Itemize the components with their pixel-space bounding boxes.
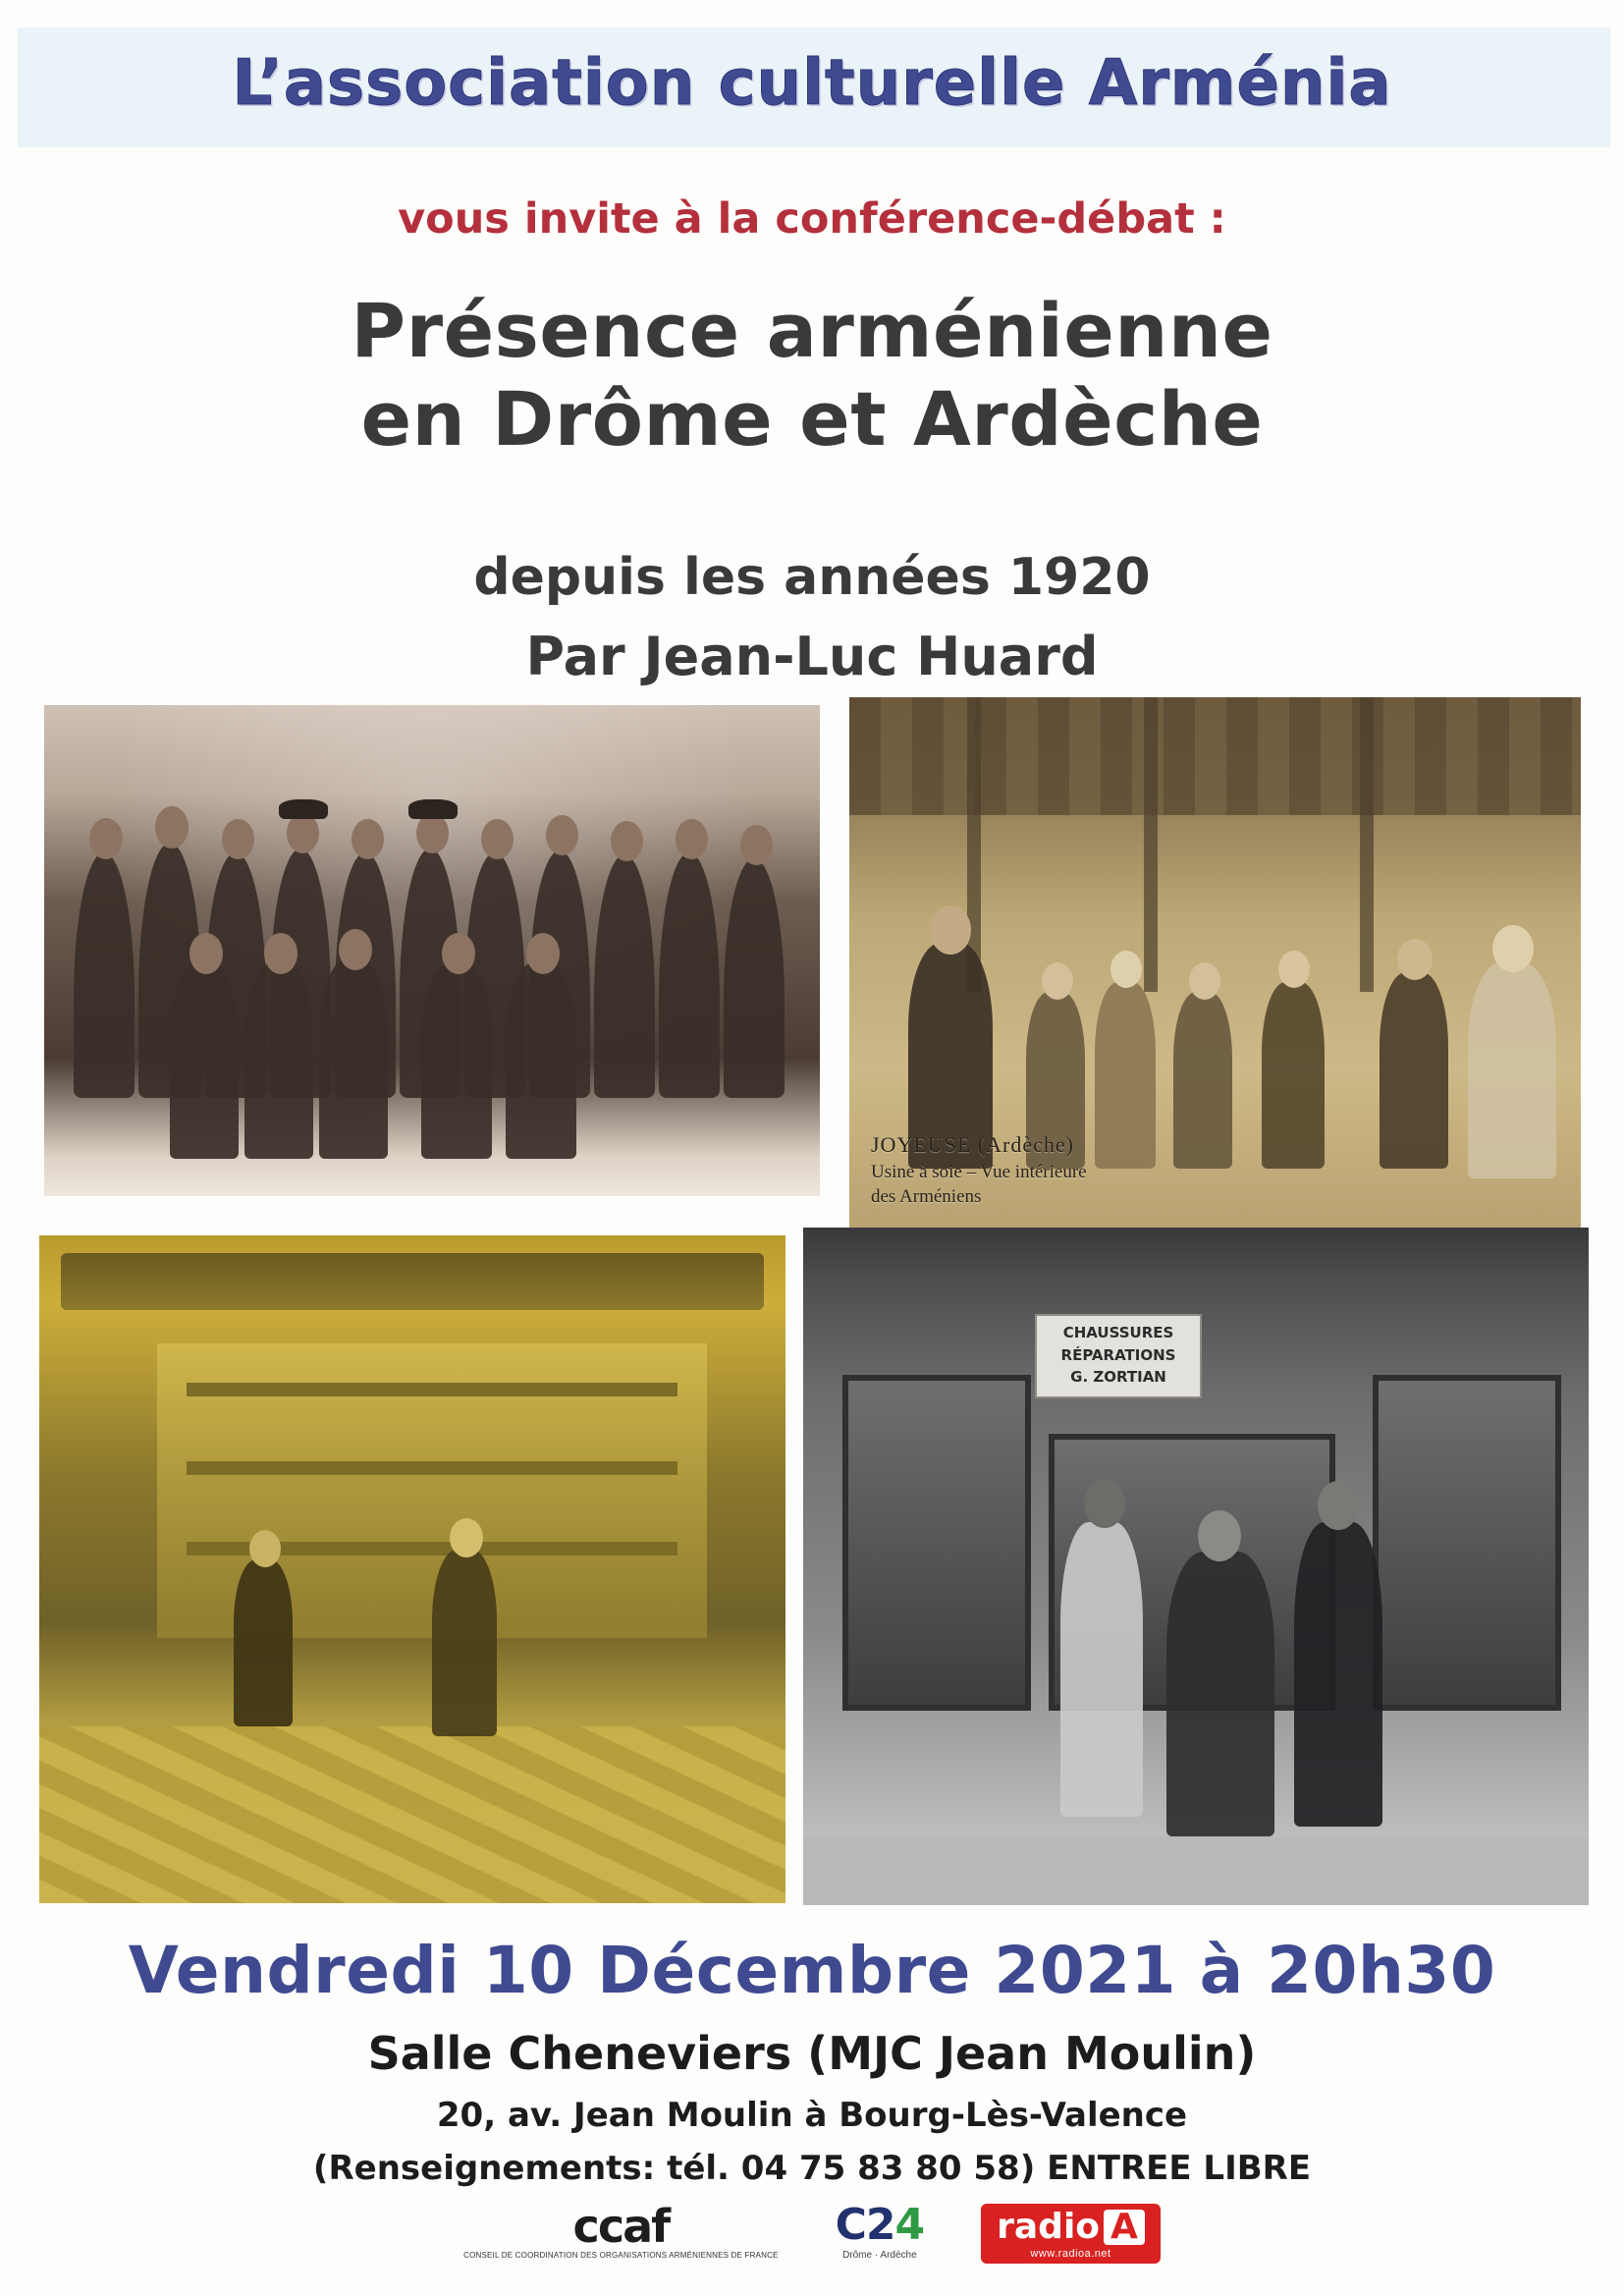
c24-main: C2 xyxy=(835,2200,895,2250)
c24-subtitle: Drôme · Ardèche xyxy=(842,2250,917,2261)
caption-line-1: Usine à soie – Vue intérieure xyxy=(871,1161,1087,1182)
ccaf-subtitle: CONSEIL DE COORDINATION DES ORGANISATIONS ARMÉNIENNES DE FRANCE xyxy=(463,2251,779,2260)
radio-main: radio xyxy=(997,2207,1101,2247)
shop-awning xyxy=(61,1253,764,1310)
factory-ceiling xyxy=(849,697,1581,815)
main-title-line-2: en Drôme et Ardèche xyxy=(360,374,1264,463)
shelf-line xyxy=(187,1461,677,1475)
photo-caption-silk-factory xyxy=(871,1130,1087,1210)
subtitle-period: depuis les années 1920 xyxy=(473,548,1151,607)
c24-accent: 4 xyxy=(894,2200,925,2250)
sign-line-3: G. ZORTIAN xyxy=(1070,1368,1166,1386)
photo-shop-front-yellow xyxy=(39,1235,785,1903)
speaker-name: Par Jean-Luc Huard xyxy=(525,626,1099,687)
logo-c24 xyxy=(835,2200,925,2261)
logo-ccaf xyxy=(463,2200,779,2260)
caption-title: JOYEUSE (Ardèche) xyxy=(871,1132,1074,1158)
shop-ground xyxy=(39,1726,785,1903)
ccaf-wordmark: ccaf xyxy=(572,2200,670,2253)
caption-line-2: des Arméniens xyxy=(871,1186,982,1208)
shelf-line xyxy=(187,1383,677,1396)
factory-beam xyxy=(1144,697,1158,992)
sign-line-1: CHAUSSURES xyxy=(1062,1324,1174,1341)
c24-wordmark xyxy=(835,2200,925,2250)
shop-pavement xyxy=(803,1836,1589,1905)
logo-radio-a xyxy=(981,2204,1161,2264)
event-address: 20, av. Jean Moulin à Bourg-Lès-Valence xyxy=(436,2096,1188,2135)
factory-beam xyxy=(1360,697,1374,992)
shop-window-left xyxy=(842,1375,1031,1711)
photo-shoe-shop xyxy=(803,1228,1589,1905)
event-info: (Renseignements: tél. 04 75 83 80 58) ENTREE LIBRE xyxy=(312,2149,1312,2188)
radio-website: www.radioa.net xyxy=(1030,2248,1111,2260)
invitation-line: vous invite à la conférence-débat : xyxy=(398,194,1226,244)
main-title xyxy=(0,287,1624,463)
photo-group-portrait xyxy=(44,705,820,1196)
event-venue: Salle Cheneviers (MJC Jean Moulin) xyxy=(367,2027,1257,2080)
shop-sign xyxy=(1035,1314,1202,1398)
main-title-line-1: Présence arménienne xyxy=(351,287,1273,374)
partner-logos xyxy=(0,2200,1624,2264)
photo-silk-factory xyxy=(849,697,1581,1228)
radio-accent: A xyxy=(1104,2210,1145,2245)
association-title: L’association culturelle Arménia xyxy=(232,47,1392,120)
shop-window-right xyxy=(1373,1375,1561,1711)
sign-line-2: RÉPARATIONS xyxy=(1060,1345,1176,1364)
radio-wordmark xyxy=(997,2207,1145,2247)
event-date: Vendredi 10 Décembre 2021 à 20h30 xyxy=(128,1933,1496,2008)
